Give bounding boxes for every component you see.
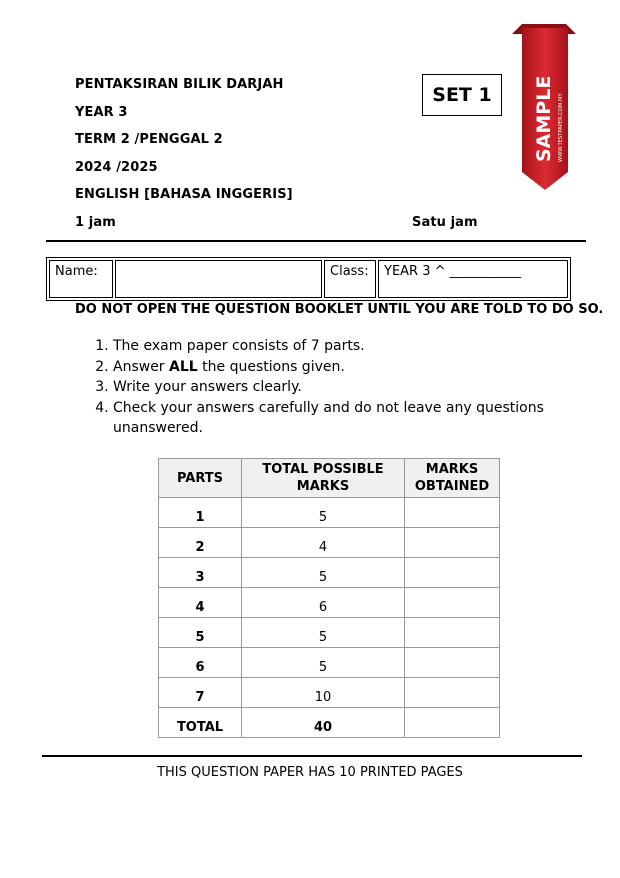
obtained-marks-cell[interactable] [405, 558, 500, 588]
possible-marks: 5 [242, 648, 405, 678]
student-info-table [46, 257, 571, 301]
part-number: 5 [159, 618, 242, 648]
possible-marks: 4 [242, 528, 405, 558]
possible-marks: 5 [242, 618, 405, 648]
obtained-marks-cell[interactable] [405, 528, 500, 558]
header-marks-obtained: MARKS OBTAINED [405, 459, 500, 498]
instruction-item: 3. Write your answers clearly. [113, 377, 583, 398]
marks-table [158, 458, 500, 738]
booklet-warning: DO NOT OPEN THE QUESTION BOOKLET UNTIL YOU ARE TOLD TO DO SO. [75, 302, 604, 317]
header-divider [46, 240, 586, 242]
table-row [159, 618, 500, 648]
watermark-sample-text: SAMPLE [533, 75, 555, 162]
year-label: YEAR 3 [75, 105, 128, 120]
table-row [159, 588, 500, 618]
session-label: 2024 /2025 [75, 160, 158, 175]
obtained-marks-cell[interactable] [405, 618, 500, 648]
total-obtained-cell[interactable] [405, 708, 500, 738]
obtained-marks-cell[interactable] [405, 678, 500, 708]
part-number: 4 [159, 588, 242, 618]
table-row [159, 678, 500, 708]
set-badge: SET 1 [422, 74, 502, 116]
part-number: 3 [159, 558, 242, 588]
obtained-marks-cell[interactable] [405, 588, 500, 618]
footer-divider [42, 755, 582, 757]
possible-marks: 6 [242, 588, 405, 618]
header-total-possible: TOTAL POSSIBLE MARKS [242, 459, 405, 498]
instruction-item: 1. The exam paper consists of 7 parts. [113, 336, 583, 357]
total-label: TOTAL [159, 708, 242, 738]
assessment-title: PENTAKSIRAN BILIK DARJAH [75, 77, 284, 92]
total-marks: 40 [242, 708, 405, 738]
part-number: 7 [159, 678, 242, 708]
instruction-item: 4. Check your answers carefully and do not leave any questions unanswered. [113, 398, 583, 439]
instructions-list [93, 336, 583, 439]
part-number: 2 [159, 528, 242, 558]
table-row [159, 648, 500, 678]
term-label: TERM 2 /PENGGAL 2 [75, 132, 223, 147]
name-label: Name: [49, 260, 113, 298]
part-number: 1 [159, 498, 242, 528]
possible-marks: 5 [242, 558, 405, 588]
possible-marks: 10 [242, 678, 405, 708]
header-parts: PARTS [159, 459, 242, 498]
subject-label: ENGLISH [BAHASA INGGERIS] [75, 187, 293, 202]
part-number: 6 [159, 648, 242, 678]
class-field[interactable]: YEAR 3 ^ ___________ [378, 260, 568, 298]
table-row [159, 528, 500, 558]
page-count-note: THIS QUESTION PAPER HAS 10 PRINTED PAGES [157, 765, 463, 780]
duration-english: 1 jam [75, 215, 116, 230]
instruction-item: 2. Answer ALL the questions given. [113, 357, 583, 378]
obtained-marks-cell[interactable] [405, 498, 500, 528]
obtained-marks-cell[interactable] [405, 648, 500, 678]
table-row [159, 558, 500, 588]
name-field[interactable] [115, 260, 322, 298]
total-row [159, 708, 500, 738]
table-row [159, 498, 500, 528]
sample-ribbon-watermark [510, 22, 580, 197]
class-label: Class: [324, 260, 376, 298]
watermark-url-text: WWW.TESTPAPER.COM.MY [558, 93, 564, 162]
duration-malay: Satu jam [412, 215, 478, 230]
possible-marks: 5 [242, 498, 405, 528]
